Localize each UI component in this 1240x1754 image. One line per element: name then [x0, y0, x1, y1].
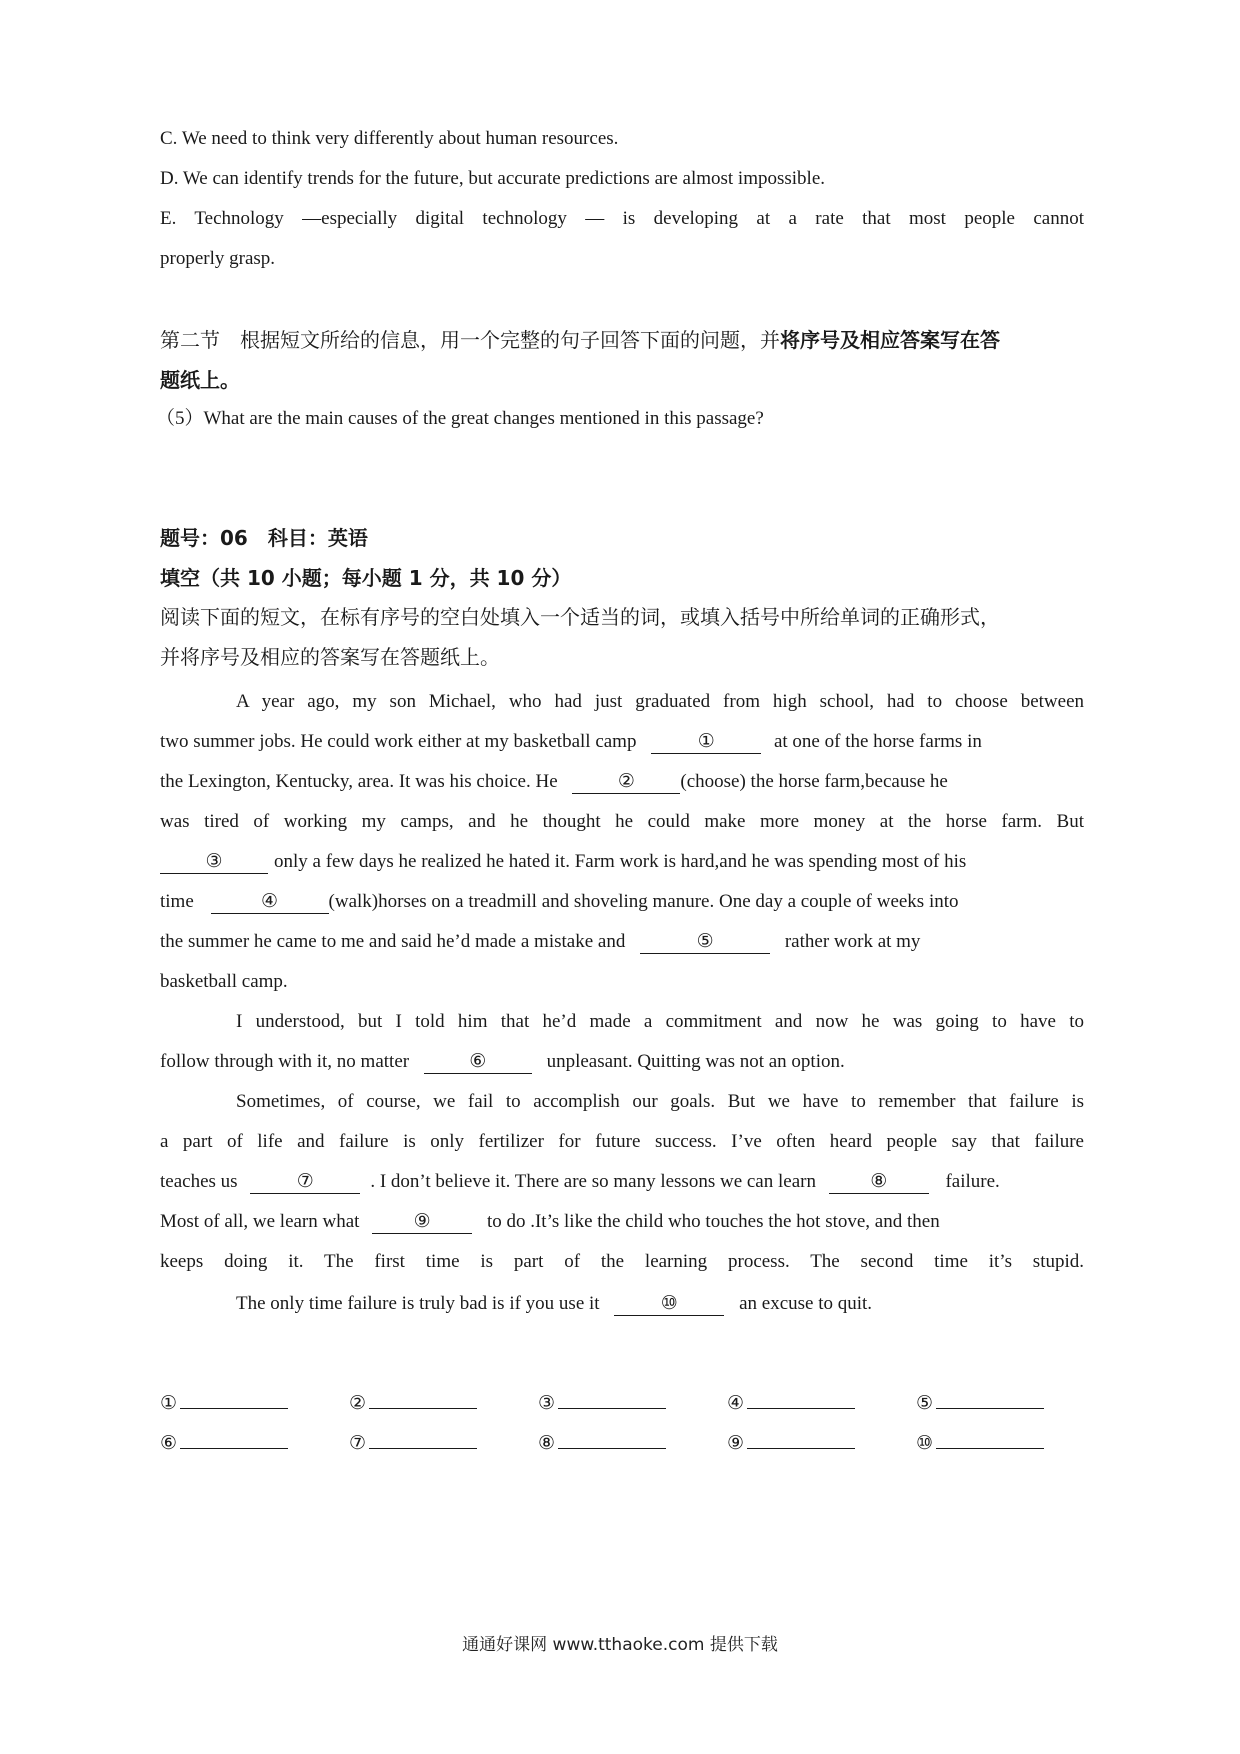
blank-4: ④ [211, 891, 329, 914]
answer-slot-3[interactable] [538, 1390, 666, 1415]
passage-p1-line3 [160, 768, 1084, 796]
blank-10: ⑩ [614, 1293, 724, 1316]
item-header: 题号：06 科目：英语 [160, 526, 368, 550]
option-d: D. We can identify trends for the future, but accurate predictions are almost impossible. [160, 168, 826, 189]
answer-number: ② [349, 1393, 367, 1414]
answer-number: ④ [727, 1393, 745, 1414]
answer-slot-8[interactable] [538, 1430, 666, 1455]
passage-p1-line7 [160, 928, 1084, 956]
answer-number: ⑤ [916, 1393, 934, 1414]
section2-instruction-emphasis: 将序号及相应答案写在答 [780, 328, 1000, 352]
section2-instruction-line2: 题纸上。 [160, 368, 240, 392]
passage-p1-line4: was tired of working my camps, and he thought he could make more money at the horse farm. But [160, 811, 1084, 832]
text-segment: teaches us [160, 1171, 238, 1192]
passage-p2-line1: I understood, but I told him that he’d made a commitment and now he was going to have to [236, 1011, 1084, 1032]
text-segment: . I don’t believe it. There are so many lessons we can learn [370, 1171, 816, 1192]
blank-5: ⑤ [640, 931, 770, 954]
text-segment: the summer he came to me and said he’d made a mistake and [160, 931, 626, 952]
passage-p1-line1: A year ago, my son Michael, who had just graduated from high school, had to choose between [236, 691, 1084, 712]
answer-line [936, 1390, 1044, 1409]
text-segment: at one of the horse farms in [773, 731, 982, 752]
answer-line [369, 1430, 477, 1449]
text-segment: failure. [945, 1171, 1000, 1192]
passage-p3-line1: Sometimes, of course, we fail to accomplish our goals. But we have to remember that failure is [236, 1091, 1084, 1112]
blank-6: ⑥ [424, 1051, 532, 1074]
option-c: C. We need to think very differently about human resources. [160, 128, 619, 149]
answer-line [369, 1390, 477, 1409]
section2-instruction-line1 [160, 326, 1084, 354]
text-segment: Most of all, we learn what [160, 1211, 360, 1232]
section2-instruction-text: 第二节 根据短文所给的信息，用一个完整的句子回答下面的问题，并 [160, 328, 780, 352]
passage-p3-line3 [160, 1168, 1084, 1196]
option-e-line1: E. Technology —especially digital technology — is developing at a rate that most people cannot [160, 208, 1084, 229]
answer-slot-6[interactable] [160, 1430, 288, 1455]
answer-number: ⑦ [349, 1433, 367, 1454]
item-instruction-line2: 并将序号及相应的答案写在答题纸上。 [160, 645, 500, 669]
answer-row-2 [160, 1430, 1084, 1460]
answer-line [747, 1390, 855, 1409]
blank-2: ② [572, 771, 680, 794]
answer-number: ⑥ [160, 1433, 178, 1454]
answer-slot-5[interactable] [916, 1390, 1044, 1415]
blank-9: ⑨ [372, 1211, 472, 1234]
question-5: （5）What are the main causes of the great changes mentioned in this passage? [156, 408, 764, 429]
answer-line [180, 1390, 288, 1409]
blank-8: ⑧ [829, 1171, 929, 1194]
item-instruction-line1: 阅读下面的短文，在标有序号的空白处填入一个适当的词，或填入括号中所给单词的正确形式， [160, 605, 1000, 629]
answer-row-1 [160, 1390, 1084, 1420]
passage-p1-line2 [160, 728, 1084, 756]
text-segment: to do .It’s like the child who touches the hot stove, and then [486, 1211, 940, 1232]
passage-p3-line5: keeps doing it. The first time is part of the learning process. The second time it’s stupid. [160, 1251, 1084, 1272]
text-segment: an excuse to quit. [739, 1293, 873, 1314]
answer-slot-7[interactable] [349, 1430, 477, 1455]
blank-7: ⑦ [250, 1171, 360, 1194]
text-segment: the Lexington, Kentucky, area. It was his choice. He [160, 771, 558, 792]
passage-p2-line2 [160, 1048, 1084, 1076]
answer-number: ⑨ [727, 1433, 745, 1454]
text-segment: (walk)horses on a treadmill and shoveling manure. One day a couple of weeks into [328, 891, 959, 912]
answer-slot-1[interactable] [160, 1390, 288, 1415]
text-segment: two summer jobs. He could work either at my basketball camp [160, 731, 637, 752]
option-e-line2: properly grasp. [160, 248, 276, 269]
blank-1: ① [651, 731, 761, 754]
answer-number: ① [160, 1393, 178, 1414]
item-subheader: 填空（共 10 小题；每小题 1 分，共 10 分） [160, 566, 572, 590]
answer-number: ③ [538, 1393, 556, 1414]
text-segment: The only time failure is truly bad is if you use it [236, 1293, 600, 1314]
text-segment: rather work at my [784, 931, 921, 952]
passage-p1-line6 [160, 888, 1084, 916]
passage-p1-line8: basketball camp. [160, 971, 288, 992]
blank-3: ③ [160, 851, 268, 874]
text-segment: follow through with it, no matter [160, 1051, 410, 1072]
answer-slot-9[interactable] [727, 1430, 855, 1455]
text-segment: time [160, 891, 194, 912]
page-footer: 通通好课网 www.tthaoke.com 提供下载 [462, 1635, 778, 1655]
answer-slot-10[interactable] [916, 1430, 1044, 1455]
passage-p4-line1 [236, 1290, 1160, 1318]
answer-line [558, 1430, 666, 1449]
answer-line [558, 1390, 666, 1409]
passage-p1-line5 [160, 848, 1084, 876]
answer-slot-2[interactable] [349, 1390, 477, 1415]
text-segment: only a few days he realized he hated it. Farm work is hard,and he was spending most of his [274, 851, 967, 872]
answer-number: ⑩ [916, 1433, 934, 1454]
answer-line [180, 1430, 288, 1449]
passage-p3-line2: a part of life and failure is only fertilizer for future success. I’ve often heard people say that failure [160, 1131, 1084, 1152]
answer-line [936, 1430, 1044, 1449]
text-segment: (choose) the horse farm,because he [680, 771, 948, 792]
answer-line [747, 1430, 855, 1449]
answer-slot-4[interactable] [727, 1390, 855, 1415]
text-segment: unpleasant. Quitting was not an option. [546, 1051, 845, 1072]
passage-p3-line4 [160, 1208, 1084, 1236]
answer-number: ⑧ [538, 1433, 556, 1454]
